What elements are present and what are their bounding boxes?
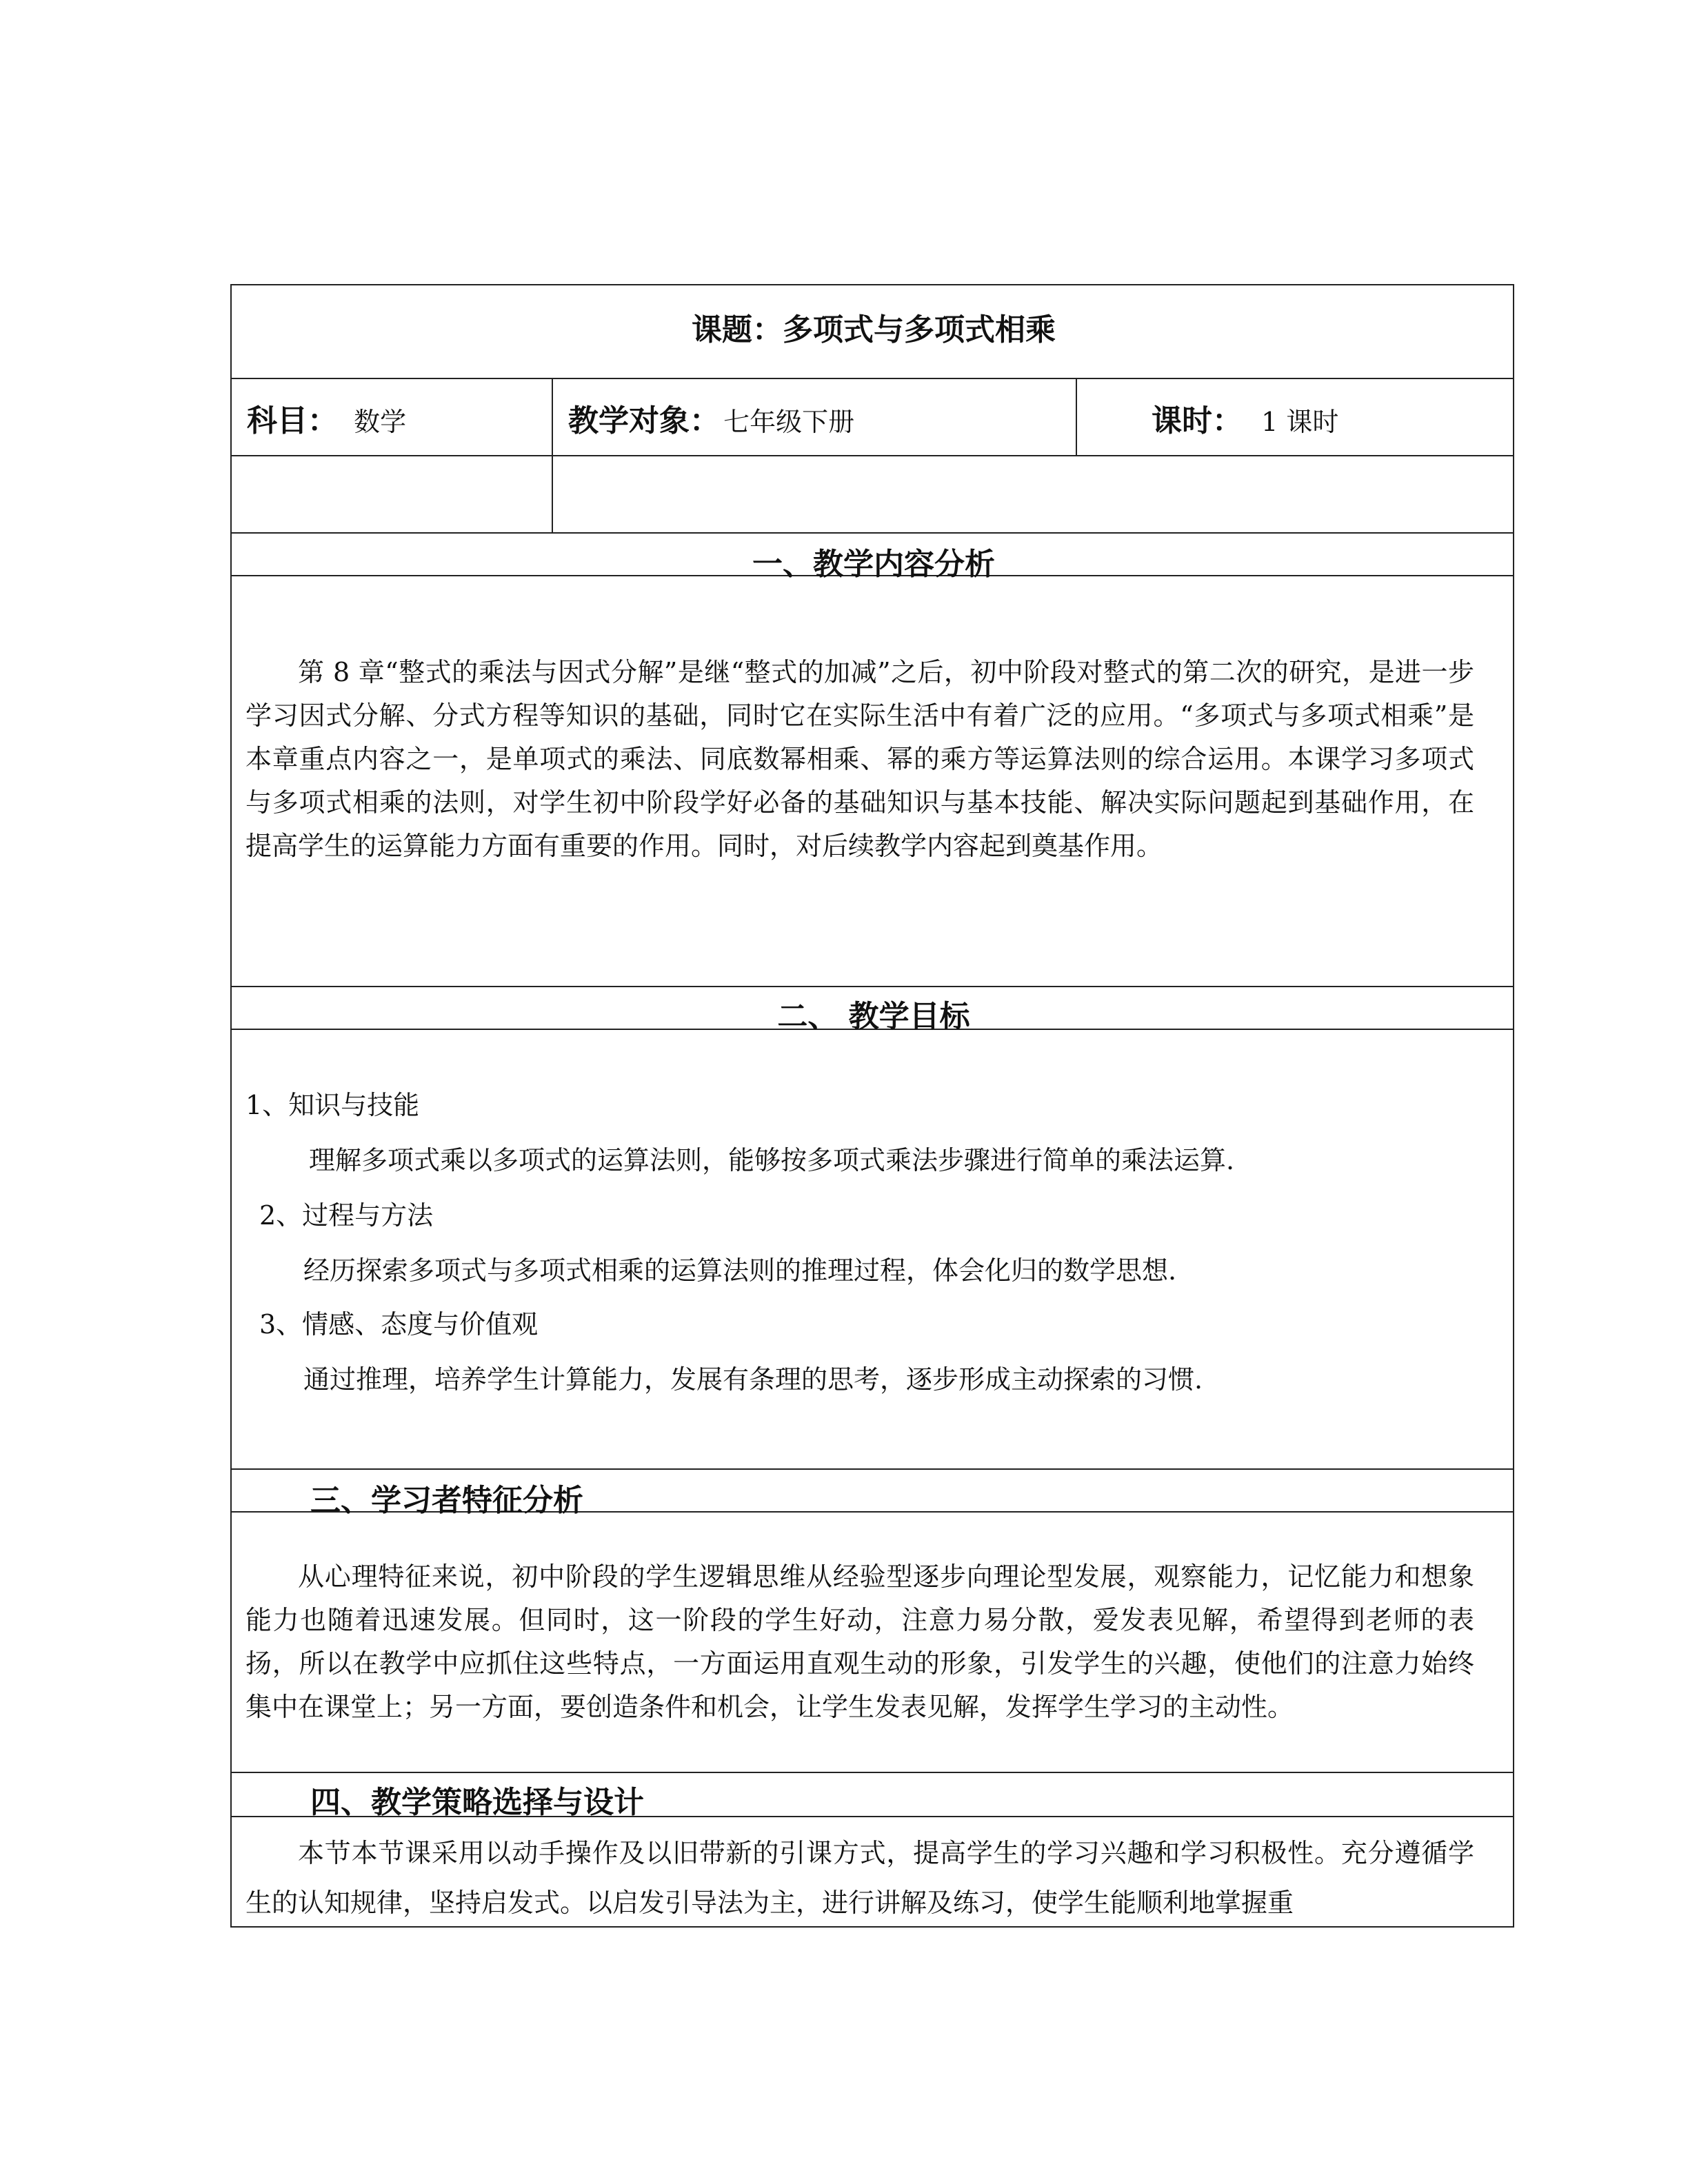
section-heading-content-analysis: 一、教学内容分析 <box>752 547 995 582</box>
learner-analysis-text: 从心理特征来说，初中阶段的学生逻辑思维从经验型逐步向理论型发展，观察能力，记忆能力和想象能力也随着迅速发展。但同时，这一阶段的学生好动，注意力易分散，爱发表见解，希望得到老师的表扬，所以在教学中应抓住这些特点，一方面运用直观生动的形象，引发学生的兴趣，使他们的注意力始终集中在课堂上；另一方面，要创造条件和机会，让学生发表见解，发挥学生学习的主动性。 <box>245 1561 1474 1722</box>
hours-field <box>1152 396 1338 440</box>
audience-value: 七年级下册 <box>723 407 855 437</box>
row-divider <box>232 532 1513 534</box>
hours-label: 课时： <box>1152 403 1243 438</box>
column-divider <box>552 378 553 532</box>
section-heading-objectives: 二、 教学目标 <box>777 999 970 1034</box>
audience-field <box>568 396 854 440</box>
row-divider <box>232 1772 1513 1773</box>
objective-title-3: 3、情感、态度与价值观 <box>259 1309 539 1339</box>
objective-title-1: 1、知识与技能 <box>245 1090 420 1120</box>
row-divider <box>232 1468 1513 1470</box>
objective-text-1: 理解多项式乘以多项式的运算法则，能够按多项式乘法步骤进行简单的乘法运算. <box>309 1145 1235 1175</box>
lesson-plan-table <box>230 284 1514 1928</box>
hours-value: 1 课时 <box>1261 407 1339 437</box>
column-divider <box>1076 378 1077 455</box>
section-heading-learner-analysis: 三、学习者特征分析 <box>310 1483 583 1518</box>
strategy-text: 本节本节课采用以动手操作及以旧带新的引课方式，提高学生的学习兴趣和学习积极性。充分遵循学生的认知规律，坚持启发式。以启发引导法为主，进行讲解及练习，使学生能顺利地掌握重 <box>245 1838 1474 1918</box>
audience-label: 教学对象： <box>568 403 720 438</box>
lesson-title: 课题：多项式与多项式相乘 <box>692 312 1056 347</box>
section-heading-strategy: 四、教学策略选择与设计 <box>310 1785 644 1820</box>
objective-text-3: 通过推理，培养学生计算能力，发展有条理的思考，逐步形成主动探索的习惯. <box>303 1364 1203 1395</box>
objective-text-2: 经历探索多项式与多项式相乘的运算法则的推理过程，体会化归的数学思想. <box>303 1255 1177 1286</box>
content-analysis-text: 第 8 章“整式的乘法与因式分解”是继“整式的加减”之后，初中阶段对整式的第二次的研究，是进一步学习因式分解、分式方程等知识的基础，同时它在实际生活中有着广泛的应用。“多项式与多项式相乘”是本章重点内容之一，是单项式的乘法、同底数幂相乘、幂的乘方等运算法则的综合运用。本课学习多项式与多项式相乘的法则，对学生初中阶段学好必备的基础知识与基本技能、解决实际问题起到基础作用，在提高学生的运算能力方面有重要的作用。同时，对后续教学内容起到奠基作用。 <box>245 657 1474 861</box>
row-divider <box>232 378 1513 379</box>
subject-value: 数学 <box>354 407 407 437</box>
objective-title-2: 2、过程与方法 <box>259 1200 434 1231</box>
subject-label: 科目： <box>247 403 338 438</box>
row-divider <box>232 986 1513 987</box>
row-divider <box>232 455 1513 456</box>
subject-field <box>247 396 406 440</box>
